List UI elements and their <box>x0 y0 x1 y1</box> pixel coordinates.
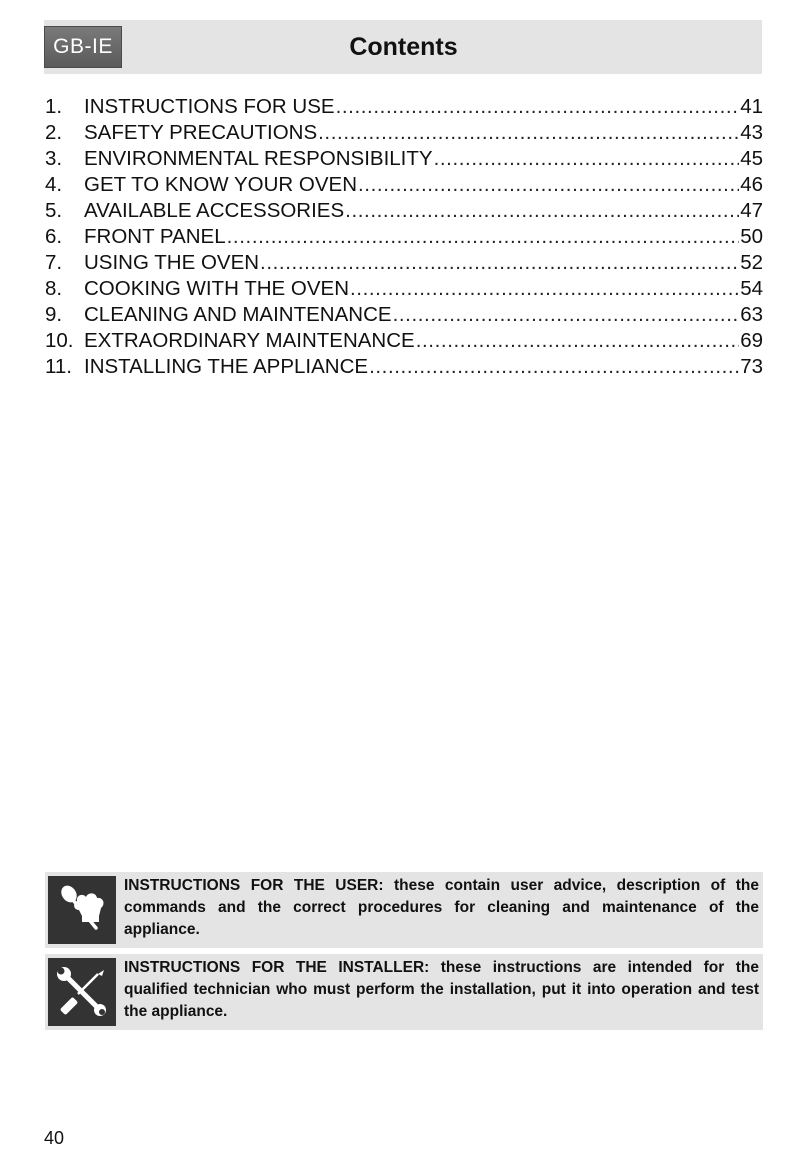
toc-page: 43 <box>740 121 763 144</box>
page-title: Contents <box>349 32 458 61</box>
toc-item-1[interactable] <box>45 94 763 120</box>
toc-title: USING THE OVEN <box>84 251 260 274</box>
toc-item-10[interactable] <box>45 328 763 354</box>
toc-page: 45 <box>740 147 763 170</box>
page-header <box>44 20 762 74</box>
toc-title: COOKING WITH THE OVEN <box>84 277 349 300</box>
toc-leader-dots <box>434 146 740 172</box>
toc-title: ENVIRONMENTAL RESPONSIBILITY <box>84 147 433 170</box>
toc-item-8[interactable] <box>45 276 763 302</box>
toc-item-5[interactable] <box>45 198 763 224</box>
toc-page: 52 <box>740 251 763 274</box>
toc-item-2[interactable] <box>45 120 763 146</box>
toc-page: 54 <box>740 277 763 300</box>
toc-number: 9. <box>45 303 63 326</box>
toc-item-6[interactable] <box>45 224 763 250</box>
chef-hat-spoon-icon <box>48 876 116 944</box>
toc-item-11[interactable] <box>45 354 763 380</box>
toc-item-4[interactable] <box>45 172 763 198</box>
toc-leader-dots <box>416 328 739 354</box>
toc-leader-dots <box>336 94 740 120</box>
user-instructions-note <box>45 872 763 948</box>
toc-number: 5. <box>45 199 63 222</box>
toc-title: INSTRUCTIONS FOR USE <box>84 95 335 118</box>
toc-leader-dots <box>358 172 739 198</box>
toc-title: FRONT PANEL <box>84 225 226 248</box>
language-badge: GB-IE <box>44 26 122 68</box>
toc-title: GET TO KNOW YOUR OVEN <box>84 173 358 196</box>
toc-number: 3. <box>45 147 63 170</box>
toc-number: 2. <box>45 121 63 144</box>
table-of-contents <box>45 94 763 380</box>
toc-number: 11. <box>45 355 72 378</box>
page-number: 40 <box>44 1128 65 1148</box>
toc-title: INSTALLING THE APPLIANCE <box>84 355 369 378</box>
toc-leader-dots <box>318 120 739 146</box>
toc-item-9[interactable] <box>45 302 763 328</box>
toc-leader-dots <box>369 354 739 380</box>
toc-leader-dots <box>393 302 740 328</box>
toc-number: 10. <box>45 329 74 352</box>
toc-leader-dots <box>345 198 739 224</box>
toc-title: SAFETY PRECAUTIONS <box>84 121 318 144</box>
toc-page: 69 <box>740 329 763 352</box>
toc-number: 7. <box>45 251 63 274</box>
toc-page: 63 <box>740 303 763 326</box>
toc-page: 50 <box>740 225 763 248</box>
toc-item-3[interactable] <box>45 146 763 172</box>
toc-title: CLEANING AND MAINTENANCE <box>84 303 392 326</box>
toc-number: 8. <box>45 277 63 300</box>
toc-page: 47 <box>740 199 763 222</box>
toc-title: EXTRAORDINARY MAINTENANCE <box>84 329 415 352</box>
installer-instructions-note <box>45 954 763 1030</box>
toc-number: 1. <box>45 95 63 118</box>
installer-instructions-text: INSTRUCTIONS FOR THE INSTALLER: these instructions are intended for the qualified technician who must perform the installation, put it into operation and test the appliance. <box>124 959 759 1020</box>
toc-item-7[interactable] <box>45 250 763 276</box>
toc-page: 41 <box>740 95 763 118</box>
toc-leader-dots <box>260 250 739 276</box>
toc-number: 6. <box>45 225 63 248</box>
toc-title: AVAILABLE ACCESSORIES <box>84 199 345 222</box>
toc-number: 4. <box>45 173 63 196</box>
toc-page: 73 <box>740 355 763 378</box>
wrench-screwdriver-icon <box>48 958 116 1026</box>
user-instructions-text: INSTRUCTIONS FOR THE USER: these contain user advice, description of the commands and the correct procedures for cleaning and maintenance of the appliance. <box>124 877 759 938</box>
toc-leader-dots <box>350 276 739 302</box>
toc-page: 46 <box>740 173 763 196</box>
instruction-notes <box>45 872 763 1036</box>
toc-leader-dots <box>227 224 740 250</box>
